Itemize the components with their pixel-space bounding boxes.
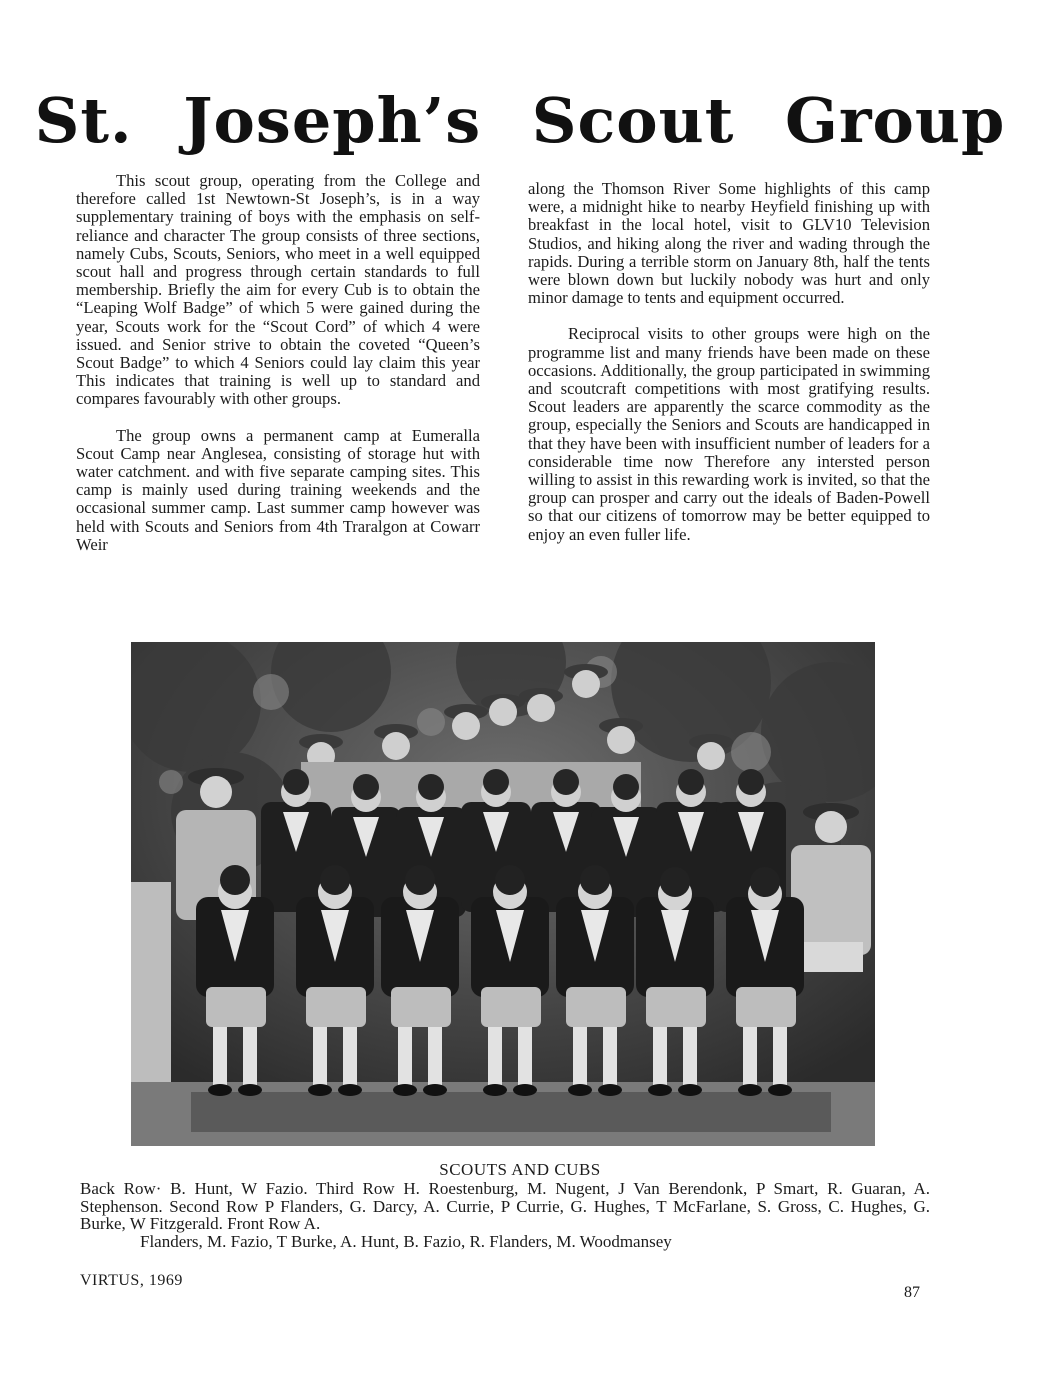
group-photograph: [131, 642, 875, 1146]
photo-caption: [80, 1180, 930, 1250]
left-column: [76, 172, 480, 572]
publication-footer: VIRTUS, 1969: [80, 1272, 183, 1289]
left-paragraph-1: This scout group, operating from the College and therefore called 1st Newtown-St Joseph’s, is in a way supplementary training of boys with the emphasis on self-reliance and character The group consists of three sections, namely Cubs, Scouts, Seniors, who meet in a well equipped scout hall and progress through certain standards to full membership. Briefly the aim for every Cub is to obtain the “Leaping Wolf Badge” of which 5 were gained during the year, Scouts work for the “Scout Cord” of which 4 were issued. and Senior strive to obtain the coveted “Queen’s Scout Badge” to which 4 Seniors could lay claim this year This indicates that training is well up to standard and compares favourably with other groups.: [76, 171, 480, 409]
page-number: 87: [904, 1284, 920, 1301]
right-paragraph-1: along the Thomson River Some highlights of this camp were, a midnight hike to nearby Heyfield finishing up with breakfast in the local hotel, visit to GLV10 Television Studios, and hiking along the river and wading through the rapids. During a terrible storm on January 8th, half the tents were blown down but luckily nobody was hurt and only minor damage to tents and equipment occurred.: [528, 179, 930, 308]
group-photo-illustration: [131, 642, 875, 1146]
photo-caption-last-line: Flanders, M. Fazio, T Burke, A. Hunt, B. Fazio, R. Flanders, M. Woodmansey: [140, 1231, 672, 1251]
right-column: [528, 180, 930, 562]
left-paragraph-2: The group owns a permanent camp at Eumeralla Scout Camp near Anglesea, consisting of storage hut with water catchment. and with five separate camping sites. This camp is mainly used during training weekends and the occasional summer camp. Last summer camp however was held with Scouts and Seniors from 4th Traralgon at Cowarr Weir: [76, 425, 480, 554]
photo-caption-heading: SCOUTS AND CUBS: [439, 1160, 601, 1179]
page-title: St. Joseph’s Scout Group: [34, 84, 1006, 157]
right-paragraph-2: Reciprocal visits to other groups were high on the programme list and many friends have been made on these occasions. Additionally, the group participated in swimming and scoutcraft competitions with most gratifying results. Scout leaders are apparently the scarce commodity as the group, especially the Seniors and Scouts are handicapped in that they have been with insufficient number of leaders for a considerable time now Therefore any intersted person willing to assist in this rewarding work is invited, so that the group can prosper and carry out the ideals of Baden-Powell so that our citizens of tomorrow may be better equipped to enjoy an even fuller life.: [528, 324, 930, 544]
photo-caption-text: Back Row· B. Hunt, W Fazio. Third Row H. Roestenburg, M. Nugent, J Van Berendonk, P Smart, R. Guaran, A. Stephenson. Second Row P Flanders, G. Darcy, A. Currie, P Currie, G. Hughes, T McFarlane, S. Gross, C. Hughes, G. Burke, W Fitzgerald. Front Row A.: [80, 1179, 930, 1233]
